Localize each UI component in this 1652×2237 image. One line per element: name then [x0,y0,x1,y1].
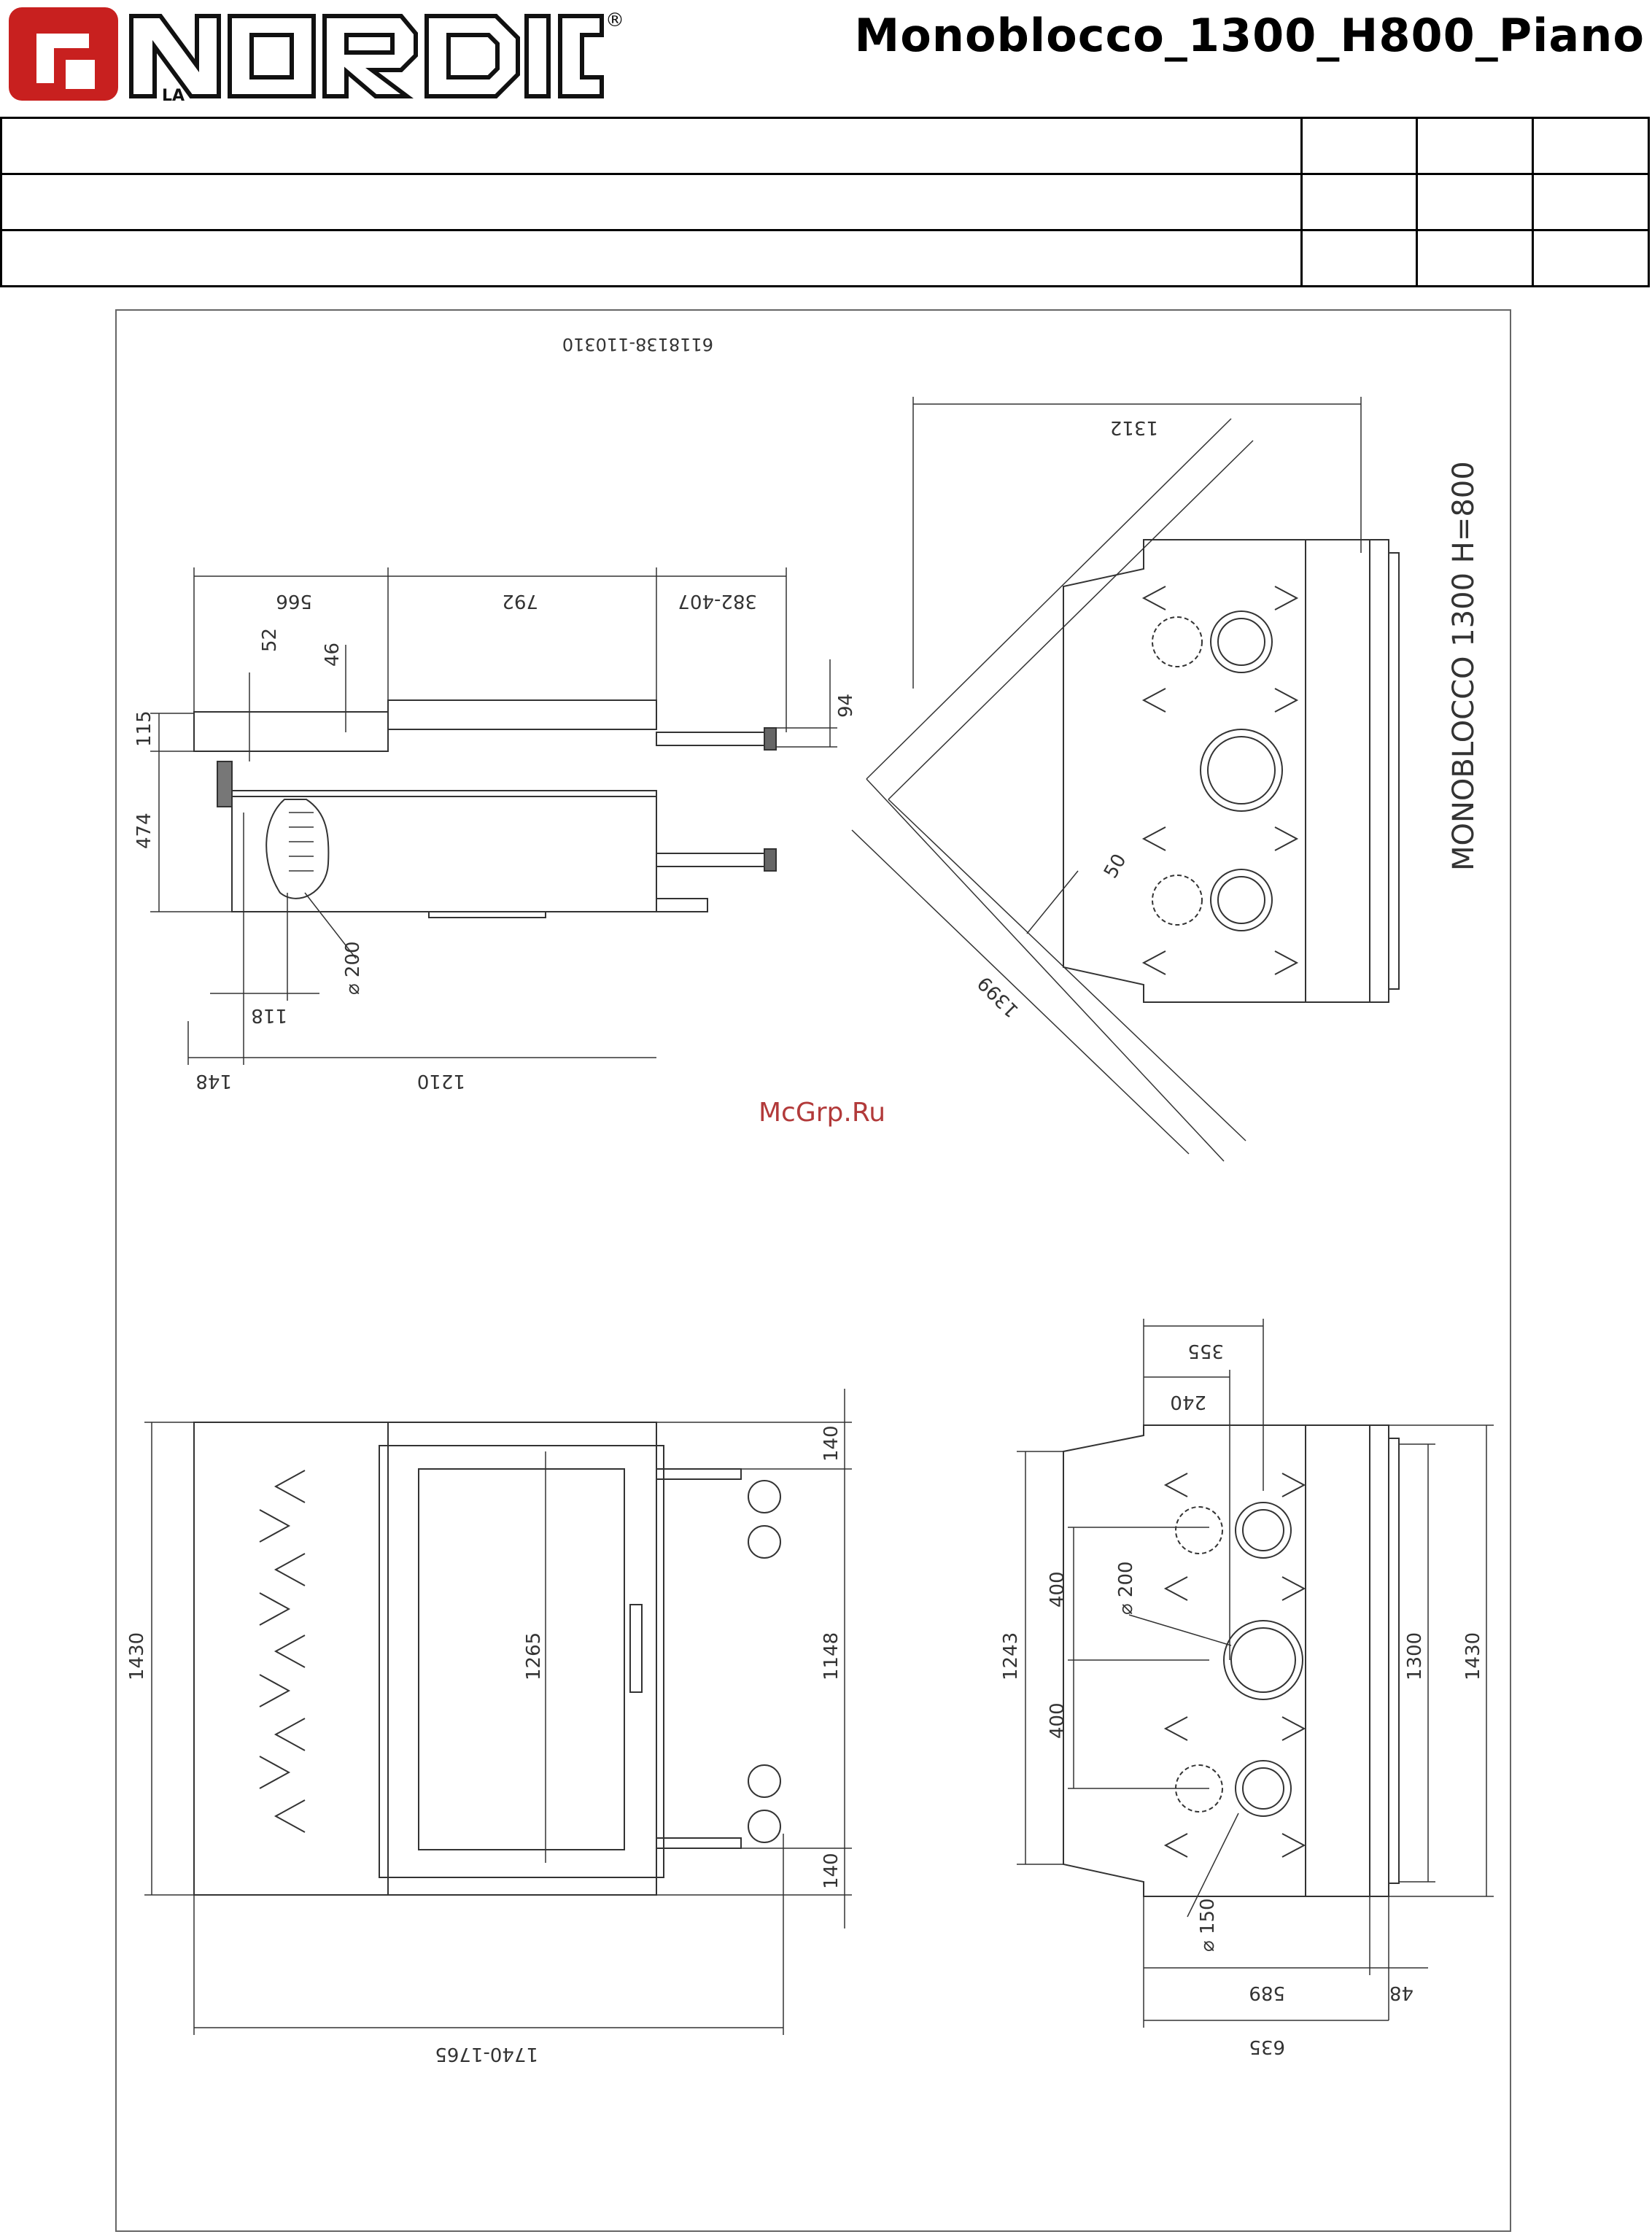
title-block-cell [1,230,1302,287]
dim-382-407: 382-407 [678,590,757,612]
dim-1430-top: 1430 [1462,1632,1484,1680]
dim-1740-1765: 1740-1765 [435,2043,538,2065]
watermark-text: McGrp.Ru [759,1098,886,1128]
title-block-cell [1301,174,1417,230]
side-view [133,567,857,1092]
dim-792: 792 [502,590,538,612]
technical-drawing [115,309,1511,2232]
dim-1210: 1210 [416,1070,465,1092]
dim-240: 240 [1170,1391,1206,1413]
dim-diameter-200: ⌀ 200 [342,941,364,995]
title-block-cell [1,118,1302,174]
dim-400-bottom: 400 [1047,1702,1069,1739]
front-view [126,1389,852,2065]
dim-1399: 1399 [973,972,1023,1022]
dim-diameter-200-top: ⌀ 200 [1115,1561,1137,1615]
brand-logo [7,4,624,105]
title-block-cell [1301,230,1417,287]
dim-48: 48 [1389,1982,1413,2004]
dim-46: 46 [322,642,344,667]
title-block-cell [1,174,1302,230]
corner-view [852,397,1481,1161]
dim-94: 94 [835,693,857,718]
title-block-cell [1533,230,1649,287]
dim-400-top: 400 [1047,1571,1069,1608]
title-block-table [0,117,1650,287]
dim-118: 118 [251,1004,287,1026]
dim-566: 566 [276,590,312,612]
title-block-cell [1533,118,1649,174]
document-title: Monoblocco_1300_H800_Piano [854,9,1645,62]
dim-1265: 1265 [523,1632,545,1680]
product-label: MONOBLOCCO 1300 H=800 [1447,461,1481,871]
title-block-row [1,174,1649,230]
dim-1430-front: 1430 [126,1632,148,1680]
dim-1300: 1300 [1404,1632,1426,1680]
dim-474: 474 [133,813,155,849]
dim-50: 50 [1100,850,1131,883]
dim-140-bottom: 140 [821,1853,842,1889]
title-block-row [1,118,1649,174]
top-view [1000,1319,1494,2058]
dim-355: 355 [1187,1340,1224,1362]
title-block-row [1,230,1649,287]
title-block-cell [1417,230,1533,287]
dim-635: 635 [1249,2036,1285,2058]
dim-589: 589 [1249,1982,1285,2004]
title-block-cell [1417,118,1533,174]
dim-diameter-150: ⌀ 150 [1197,1898,1219,1952]
brand-prefix: LA [162,87,185,105]
dim-115: 115 [133,710,155,747]
drawing-code: 6118138-110310 [562,334,713,354]
dim-1243: 1243 [1000,1632,1022,1680]
dim-1312: 1312 [1109,416,1158,438]
title-block-cell [1533,174,1649,230]
dim-148: 148 [195,1070,232,1092]
dim-52: 52 [259,627,281,652]
dim-140-top: 140 [821,1425,842,1462]
title-block-cell [1301,118,1417,174]
title-block-cell [1417,174,1533,230]
dim-1148: 1148 [821,1632,842,1680]
brand-mark: ® [605,9,624,31]
